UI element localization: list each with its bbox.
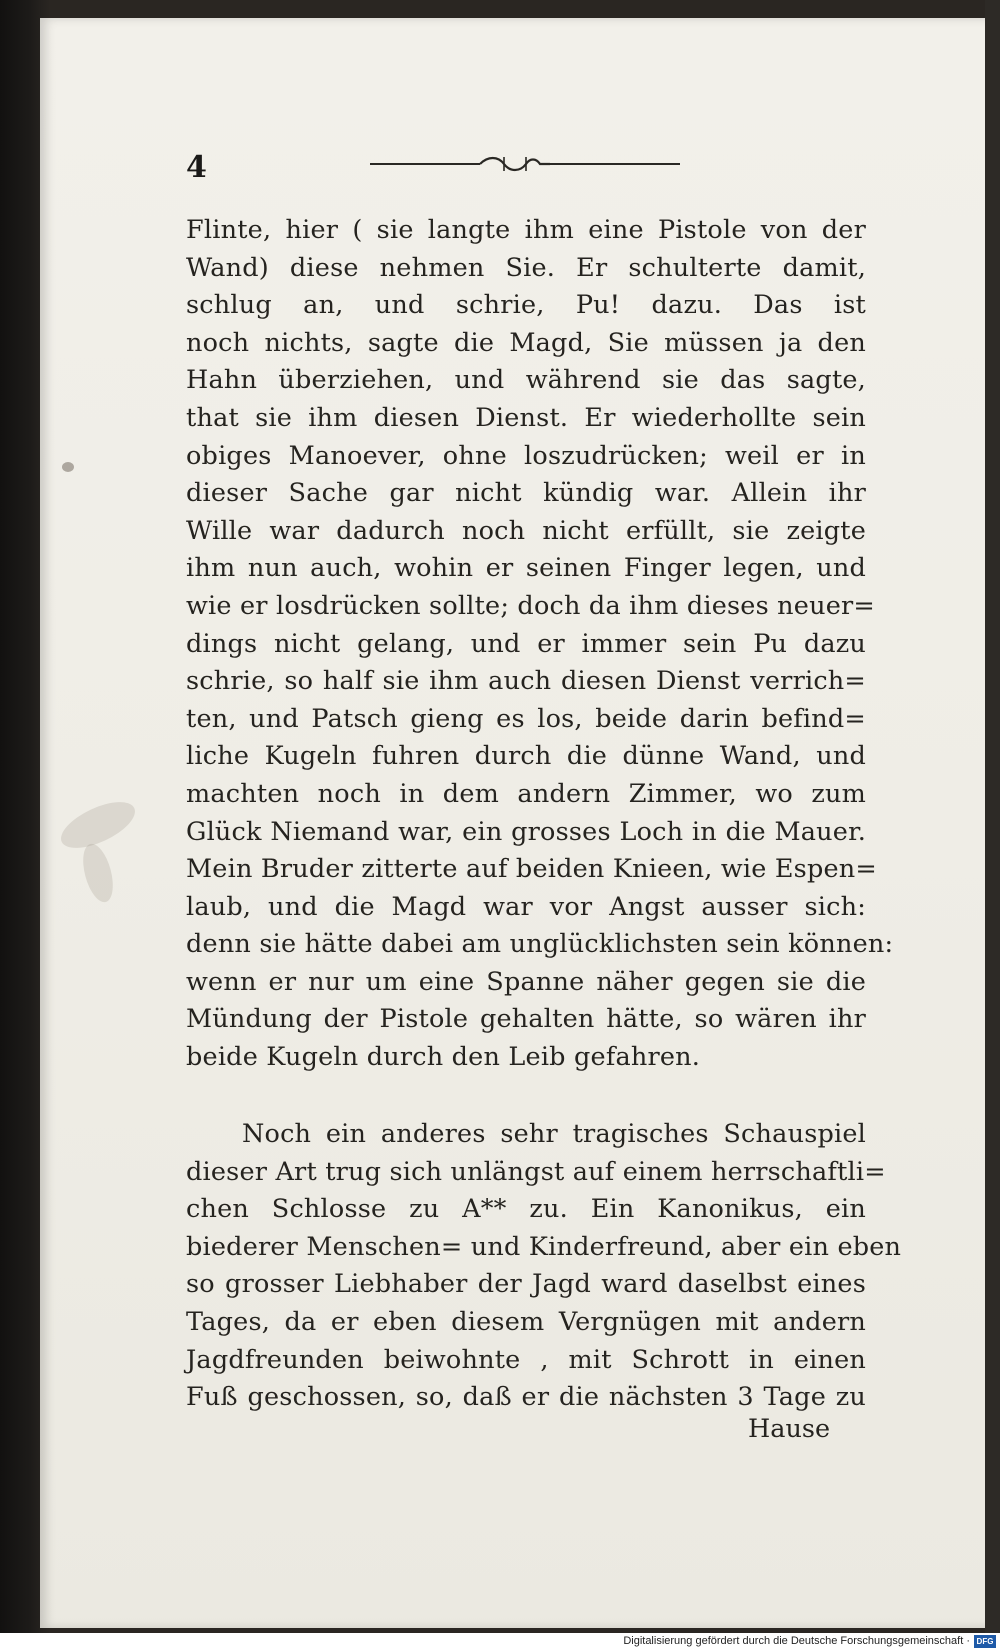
text-line: noch nichts, sagte die Magd, Sie müssen ja den <box>186 327 866 358</box>
scan-right-edge <box>985 0 1000 1635</box>
page-number: 4 <box>186 150 207 185</box>
text-line: dings nicht gelang, und er immer sein Pu dazu <box>186 628 866 659</box>
text-line: Fuß geschossen, so, daß er die nächsten 3 Tage zu <box>186 1382 866 1413</box>
text-line: biederer Menschen= und Kinderfreund, aber ein eben <box>186 1231 902 1262</box>
text-line: ihm nun auch, wohin er seinen Finger legen, und <box>186 553 866 584</box>
text-line: liche Kugeln fuhren durch die dünne Wand, und <box>186 741 866 772</box>
text-line: Hahn überziehen, und während sie das sagte, <box>186 365 866 396</box>
text-line: wenn er nur um eine Spanne näher gegen sie die <box>186 966 866 997</box>
paragraph-2 <box>186 1116 902 1417</box>
text-line: Wand) diese nehmen Sie. Er schulterte damit, <box>186 252 866 283</box>
text-line: wie er losdrücken sollte; doch da ihm dieses neuer= <box>186 590 875 621</box>
text-line: denn sie hätte dabei am unglücklichsten sein können: <box>186 929 894 960</box>
typographic-rule-ornament <box>370 152 680 176</box>
text-line: obiges Manoever, ohne loszudrücken; weil er in <box>186 440 866 471</box>
text-line: Mündung der Pistole gehalten hätte, so wären ihr <box>186 1004 866 1035</box>
funding-credit: Digitalisierung gefördert durch die Deutsche Forschungsgemeinschaft · <box>623 1635 970 1647</box>
text-line: laub, und die Magd war vor Angst ausser sich: <box>186 891 866 922</box>
dfg-logo: DFG <box>974 1635 996 1648</box>
text-line: dieser Sache gar nicht kündig war. Allein ihr <box>186 478 866 509</box>
digitization-footer <box>0 1633 1000 1651</box>
text-line: schlug an, und schrie, Pu! dazu. Das ist <box>186 290 866 321</box>
text-line: machten noch in dem andern Zimmer, wo zum <box>186 778 866 809</box>
text-line: beide Kugeln durch den Leib gefahren. <box>186 1042 701 1073</box>
text-line: schrie, so half sie ihm auch diesen Dienst verrich= <box>186 666 866 697</box>
text-line: Glück Niemand war, ein grosses Loch in die Mauer. <box>186 816 866 847</box>
text-line: dieser Art trug sich unlängst auf einem herrschaftli= <box>186 1156 886 1187</box>
text-line: so grosser Liebhaber der Jagd ward daselbst eines <box>186 1269 866 1300</box>
text-line: Jagdfreunden beiwohnte , mit Schrott in einen <box>186 1344 866 1375</box>
catchword: Hause <box>748 1414 831 1444</box>
text-line: ten, und Patsch gieng es los, beide darin befind= <box>186 703 866 734</box>
text-line: that sie ihm diesen Dienst. Er wiederhollte sein <box>186 402 866 433</box>
text-line: Tages, da er eben diesem Vergnügen mit andern <box>186 1306 866 1337</box>
text-line: Noch ein anderes sehr tragisches Schauspiel <box>242 1119 866 1149</box>
paragraph-1 <box>186 212 894 1077</box>
text-line: Mein Bruder zitterte auf beiden Knieen, wie Espen= <box>186 854 877 885</box>
paper-stain <box>78 841 119 906</box>
ink-spot <box>62 462 74 472</box>
text-line: Wille war dadurch noch nicht erfüllt, sie zeigte <box>186 515 866 546</box>
text-line: Flinte, hier ( sie langte ihm eine Pistole von der <box>186 215 866 245</box>
text-line: chen Schlosse zu A** zu. Ein Kanonikus, ein <box>186 1194 866 1225</box>
